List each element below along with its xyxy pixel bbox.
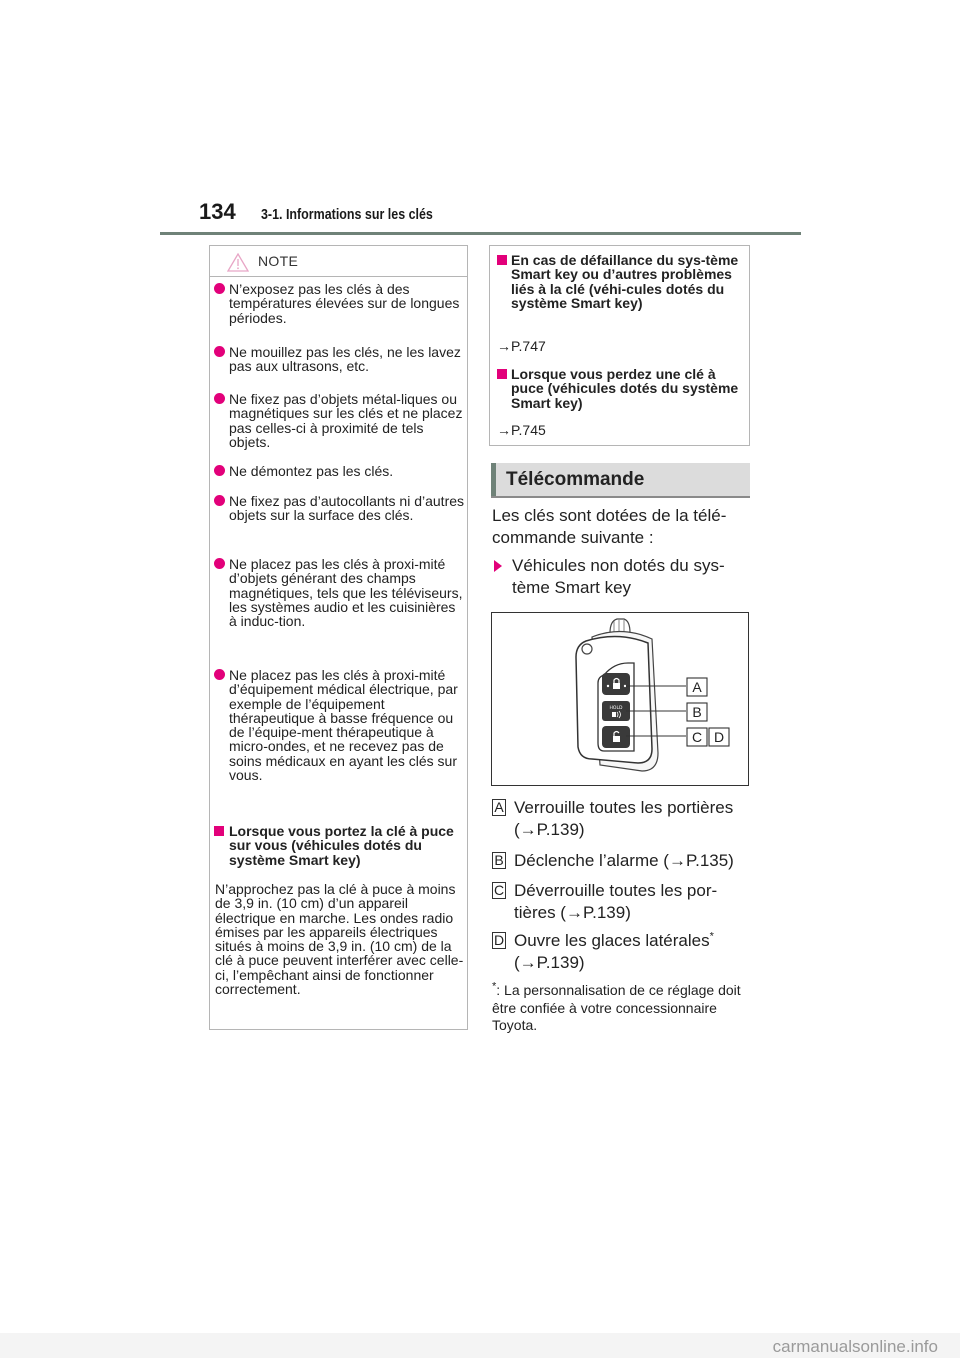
note-item-text: Ne mouillez pas les clés, ne les lavez pas aux ultrasons, etc. <box>229 344 461 375</box>
legend-text-a: Verrouille toutes les portières (→P.139) <box>514 798 734 839</box>
asterisk-marker: * <box>709 930 714 943</box>
info-ref-link[interactable]: →P.747 <box>497 338 546 354</box>
callout-c: C <box>691 729 703 745</box>
bullet-icon <box>214 393 225 404</box>
section-title: 3-1. Informations sur les clés <box>261 207 433 223</box>
note-title: NOTE <box>258 253 299 269</box>
remote-key-illustration <box>492 613 748 785</box>
legend-text-d-ref: (→P.139) <box>514 953 585 972</box>
note-item-text: Ne placez pas les clés à proxi-mité d’équipement médical électrique, par exemple de l’équipement thérapeutique à basse fréquence ou de l’équipe-ment thérapeutique à micro-ondes, et ne recevez pas de soins médicaux en ayant les clés sur vous. <box>229 667 458 784</box>
legend-letter-d: D <box>493 932 505 948</box>
square-bullet-icon <box>497 369 507 379</box>
footnote <box>492 982 754 1035</box>
bullet-icon <box>214 465 225 476</box>
bullet-icon <box>214 495 225 506</box>
square-bullet-icon <box>214 826 224 836</box>
section-heading-text: Télécommande <box>506 469 645 490</box>
note-box <box>209 245 468 1030</box>
info-ref-link[interactable]: →P.745 <box>497 422 546 438</box>
legend-letter-c: C <box>493 882 505 898</box>
bullet-icon <box>214 669 225 680</box>
bullet-icon <box>214 558 225 569</box>
legend-letter-b: B <box>492 852 506 869</box>
note-item-text: Ne placez pas les clés à proxi-mité d’objets générant des champs magnétiques, tels que les téléviseurs, les systèmes audio et les cuisinières à induc-tion. <box>229 556 463 630</box>
triangle-bullet-icon <box>494 560 502 572</box>
heading-accent-bar <box>491 463 496 496</box>
footnote-marker: * <box>492 980 497 993</box>
legend-text-c: Déverrouille toutes les por-tières (→P.139) <box>514 881 718 922</box>
section-heading <box>491 463 750 498</box>
bullet-icon <box>214 283 225 294</box>
note-sub-text: N’approchez pas la clé à puce à moins de 3,9 in. (10 cm) d’un appareil électrique en marche. Les ondes radio émises par les appareils électriques situés à moins de 3,9 in. (10 cm) de la clé à puce peuvent interférer avec celle-ci, l’empêchant ainsi de fonctionner correctement. <box>215 881 464 998</box>
watermark-bar <box>0 1333 960 1358</box>
note-header <box>210 246 467 277</box>
info-box <box>489 245 750 446</box>
sub-item-text: Véhicules non dotés du sys-tème Smart key <box>512 556 725 597</box>
hold-label: HOLD <box>609 706 623 711</box>
intro-text: Les clés sont dotées de la télé-commande suivante : <box>492 506 727 547</box>
note-item-text: Ne fixez pas d’autocollants ni d’autres objets sur la surface des clés. <box>229 493 465 524</box>
page-number: 134 <box>199 199 236 224</box>
callout-d: D <box>713 729 725 745</box>
note-item-text: N’exposez pas les clés à des températures élevées sur de longues périodes. <box>229 281 460 326</box>
info-heading-text: Lorsque vous perdez une clé à puce (véhicules dotés du système Smart key) <box>511 366 739 411</box>
square-bullet-icon <box>497 255 507 265</box>
bullet-icon <box>214 346 225 357</box>
info-heading-text: En cas de défaillance du sys-tème Smart key ou d’autres problèmes liés à la clé (véhi-cules dotés du système Smart key) <box>511 252 739 311</box>
remote-key-figure <box>491 612 749 786</box>
callout-b: B <box>692 704 702 720</box>
legend-text-b: Déclenche l’alarme (→P.135) <box>514 851 734 870</box>
header-rule <box>160 232 801 235</box>
legend-letter-a: A <box>492 799 506 816</box>
legend-text-d <box>514 930 754 974</box>
note-item-text: Ne fixez pas d’objets métal-liques ou magnétiques sur les clés et ne placez pas celles-ci à proximité de tels objets. <box>229 391 463 450</box>
legend-text-d-main: Ouvre les glaces latérales <box>514 931 710 950</box>
warning-triangle-icon <box>227 253 249 272</box>
footnote-text: : La personnalisation de ce réglage doit être confiée à votre concessionnaire Toyota. <box>492 982 741 1033</box>
callout-a: A <box>692 679 702 695</box>
note-item-text: Ne démontez pas les clés. <box>229 463 394 479</box>
note-sub-heading-text: Lorsque vous portez la clé à puce sur vous (véhicules dotés du système Smart key) <box>229 823 454 868</box>
watermark-text: carmanualsonline.info <box>772 1337 938 1356</box>
